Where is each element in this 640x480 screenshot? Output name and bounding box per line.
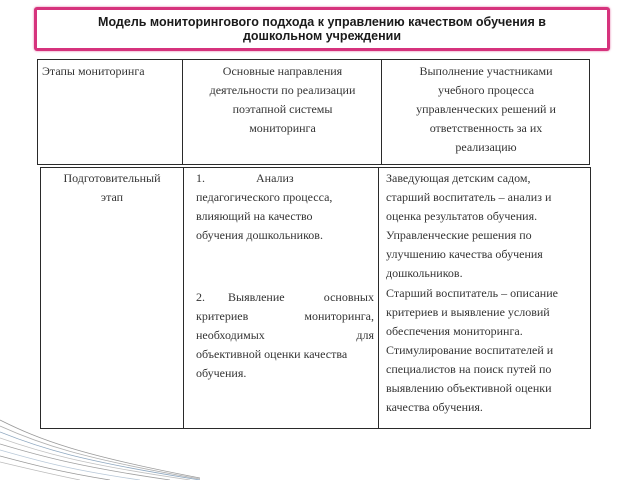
header-directions-line: поэтапной системы — [232, 102, 333, 116]
direction-2-heading — [196, 288, 374, 307]
direction-2-line: критериев мониторинга, — [196, 309, 374, 323]
execution-line: дошкольников. — [386, 266, 463, 280]
direction-1-line: влияющий на качество — [196, 209, 313, 223]
title-banner — [34, 7, 610, 51]
execution-cell — [386, 169, 586, 417]
header-directions — [185, 62, 380, 138]
title-line-2: дошкольном учреждении — [242, 29, 402, 43]
header-bottom-rule — [37, 164, 590, 165]
stage-cell — [44, 169, 180, 207]
header-directions-line: Основные направления — [222, 64, 343, 78]
direction-1 — [196, 169, 376, 245]
header-execution-line: Выполнение участниками — [419, 64, 553, 78]
execution-line: качества обучения. — [386, 400, 483, 414]
direction-1-number: 1. — [196, 171, 205, 185]
execution-line: критериев и выявление условий — [386, 305, 550, 319]
header-divider-1 — [182, 59, 183, 165]
direction-1-line: Анализ — [256, 171, 294, 185]
execution-line: Заведующая детским садом, — [386, 171, 531, 185]
page-title — [52, 15, 592, 43]
header-top-rule — [37, 59, 590, 60]
execution-line: Управленческие решения по — [386, 228, 532, 242]
header-execution-line: управленческих решений и — [416, 102, 556, 116]
body-right-rule — [590, 167, 591, 429]
header-left-rule — [37, 59, 38, 165]
stage-line: Подготовительный — [63, 171, 161, 185]
body-top-rule — [40, 167, 591, 168]
title-line-1: Модель мониторингового подхода к управлению качеством обучения в — [98, 15, 546, 29]
direction-1-line: педагогического процесса, — [196, 190, 333, 204]
direction-2-line: объективной оценки качества — [196, 347, 348, 361]
direction-1-line: обучения дошкольников. — [196, 228, 323, 242]
header-execution-line: учебного процесса — [437, 83, 535, 97]
body-divider-1 — [183, 167, 184, 429]
direction-1-heading — [196, 169, 376, 188]
execution-line: Старший воспитатель – описание — [386, 286, 558, 300]
header-execution-line: реализацию — [455, 140, 517, 154]
direction-2-line: Выявление основных — [228, 290, 374, 304]
header-execution-line: ответственность за их — [429, 121, 543, 135]
direction-2-line: обучения. — [196, 366, 247, 380]
execution-line: улучшению качества обучения — [386, 247, 543, 261]
body-left-rule — [40, 167, 41, 429]
direction-2 — [196, 288, 374, 383]
execution-line: специалистов на поиск путей по — [386, 362, 552, 376]
header-stages: Этапы мониторинга — [42, 64, 145, 78]
decorative-corner-lines — [0, 400, 200, 480]
header-divider-2 — [381, 59, 382, 165]
execution-line: Стимулирование воспитателей и — [386, 343, 554, 357]
header-directions-line: деятельности по реализации — [209, 83, 356, 97]
execution-line: оценка результатов обучения. — [386, 209, 538, 223]
direction-2-line: необходимых для — [196, 328, 374, 342]
execution-line: обеспечения мониторинга. — [386, 324, 523, 338]
execution-line: выявлению объективной оценки — [386, 381, 552, 395]
body-divider-2 — [378, 167, 379, 429]
header-execution — [384, 62, 588, 157]
header-right-rule — [589, 59, 590, 165]
execution-line: старший воспитатель – анализ и — [386, 190, 552, 204]
direction-2-number: 2. — [196, 290, 205, 304]
header-directions-line: мониторинга — [249, 121, 316, 135]
stage-line: этап — [100, 190, 124, 204]
